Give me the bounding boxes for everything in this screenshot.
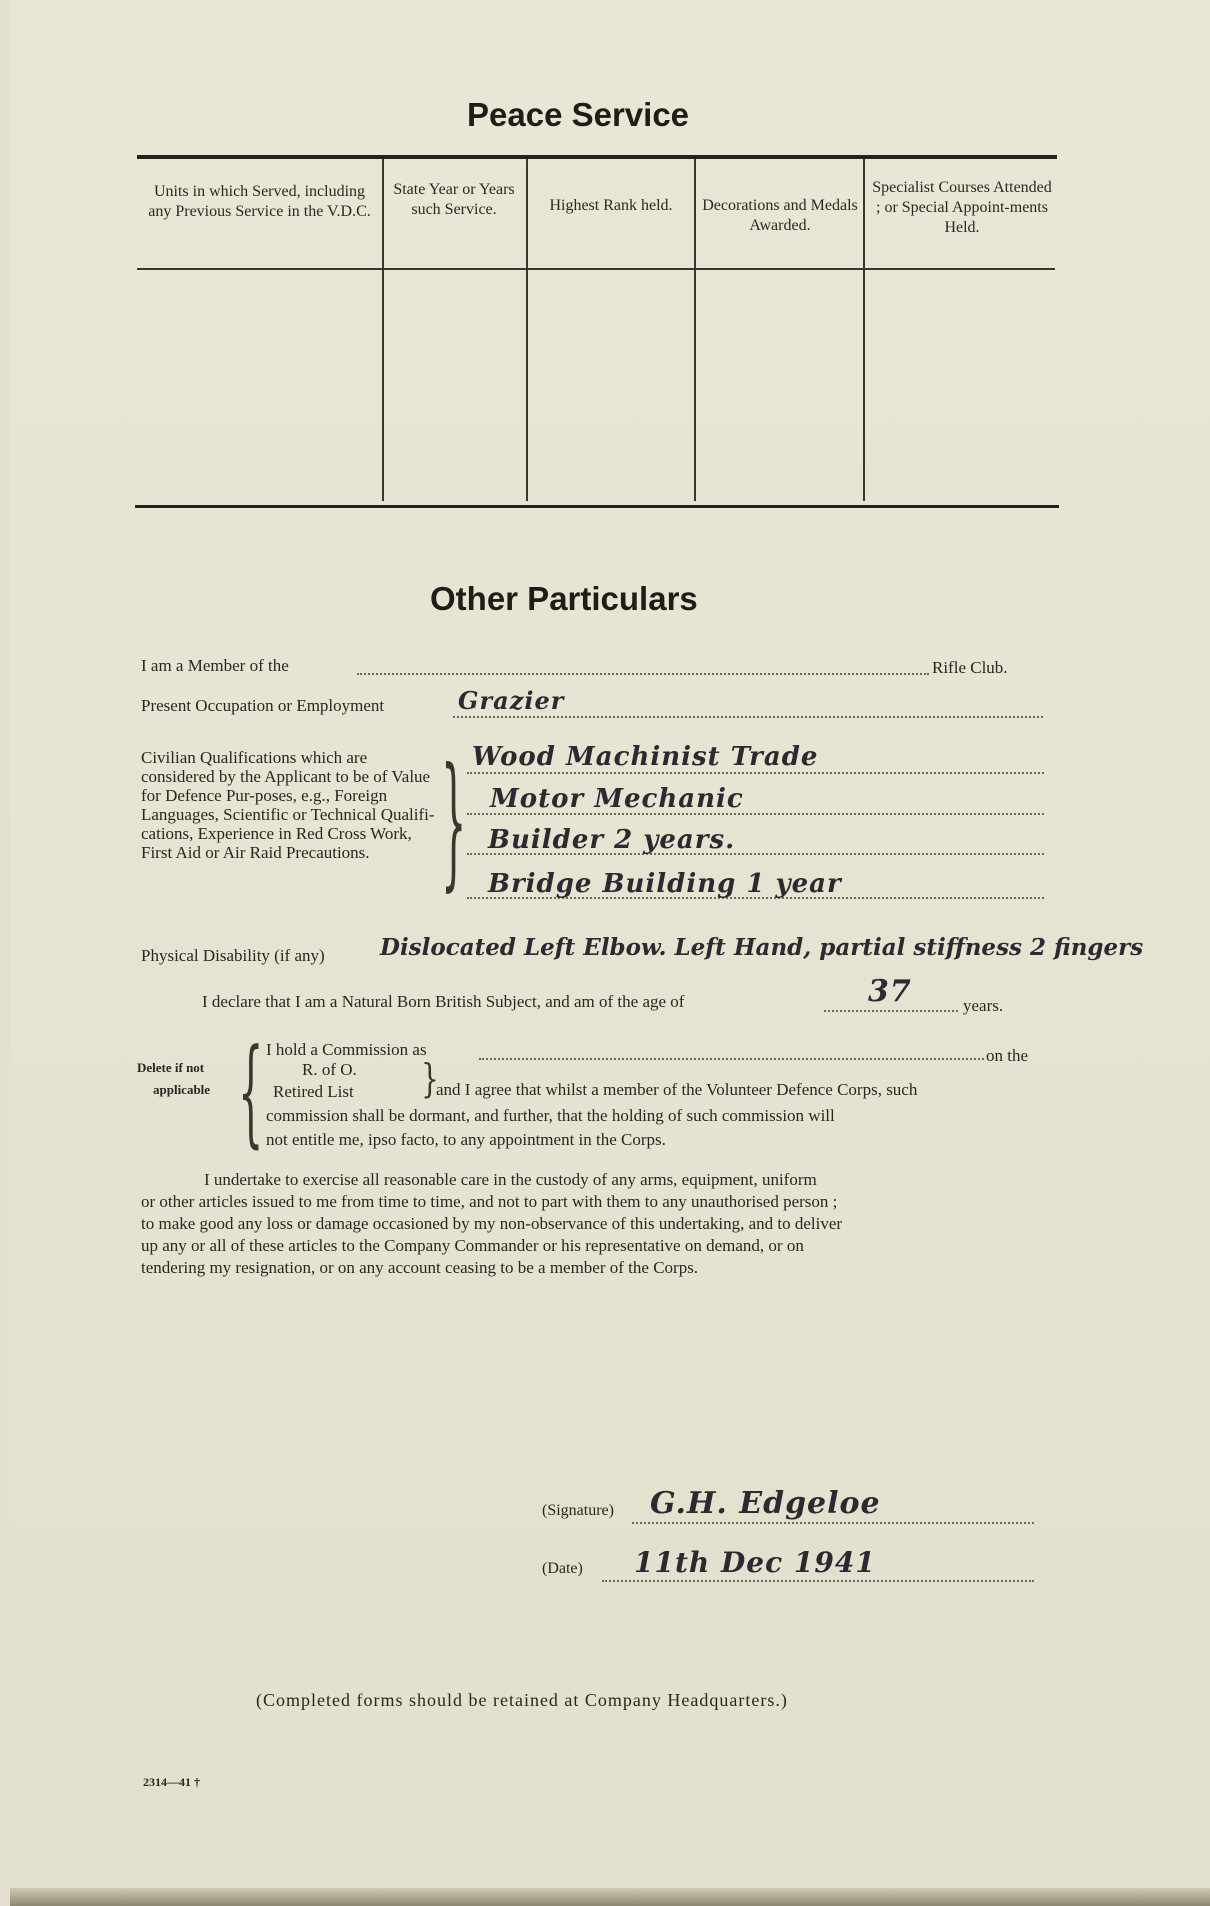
undertaking-line-3: to make good any loss or damage occasioned by my non-observance of this undertaking, and to deliver	[141, 1214, 843, 1233]
column-header-rank: Highest Rank held.	[549, 197, 673, 214]
column-header-units: Units in which Served, including any Previous Service in the V.D.C.	[148, 183, 371, 220]
qualifications-brace: }	[441, 740, 467, 907]
commission-line-3: commission shall be dormant, and further, that the holding of such commission will	[266, 1106, 835, 1125]
age-field	[824, 1010, 958, 1012]
disability-label: Physical Disability (if any)	[141, 946, 325, 965]
date-field	[602, 1580, 1034, 1582]
table-header-rule	[696, 268, 863, 270]
other-particulars-title: Other Particulars	[430, 580, 698, 617]
page-edge-shadow	[10, 1888, 1210, 1906]
table-header-rule	[137, 268, 382, 270]
occupation-label: Present Occupation or Employment	[141, 696, 385, 715]
rifle-club-label: Rifle Club.	[932, 658, 1008, 677]
document-page	[10, 0, 1210, 1906]
undertaking-line-5: tendering my resignation, or on any account ceasing to be a member of the Corps.	[141, 1258, 699, 1277]
undertaking-line-4: up any or all of these articles to the Company Commander or his representative on demand, or on	[141, 1236, 804, 1255]
signature-value: G.H. Edgeloe	[650, 1486, 881, 1521]
occupation-value: Grazier	[458, 686, 565, 715]
column-header-courses: Specialist Courses Attended ; or Special Appoint-ments Held.	[872, 179, 1052, 236]
table-header-rule	[528, 268, 694, 270]
qualifications-label: Civilian Qualifications which are considered by the Applicant to be of Value for Defence Pur-poses, e.g., Foreign Languages, Scientific or Technical Qualifi-cations, Experience in Red Cross Work, First Aid or Air Raid Precautions.	[141, 748, 435, 862]
signature-label: (Signature)	[542, 1502, 614, 1519]
declaration-text: I declare that I am a Natural Born British Subject, and am of the age of	[202, 992, 685, 1011]
qualification-line-3: Builder 2 years.	[488, 825, 736, 855]
commission-line-2: and I agree that whilst a member of the Volunteer Defence Corps, such	[436, 1080, 918, 1099]
rifle-club-field	[357, 673, 929, 675]
undertaking-line-1: I undertake to exercise all reasonable care in the custody of any arms, equipment, uniform	[204, 1170, 817, 1189]
undertaking-line-2: or other articles issued to me from time to time, and not to part with them to any unauthorised person ;	[141, 1192, 838, 1211]
table-bottom-rule	[135, 505, 1059, 508]
years-label: years.	[963, 996, 1004, 1015]
peace-service-title: Peace Service	[467, 96, 690, 133]
column-header-years: State Year or Years such Service.	[393, 181, 515, 218]
table-divider	[382, 159, 384, 501]
column-header-decorations: Decorations and Medals Awarded.	[702, 197, 858, 234]
applicable-label: applicable	[153, 1082, 211, 1097]
member-label: I am a Member of the	[141, 656, 289, 675]
form-code: 2314—41 †	[143, 1775, 200, 1789]
commission-line-1: I hold a Commission as	[266, 1040, 427, 1059]
qualification-line-4: Bridge Building 1 year	[488, 869, 842, 899]
date-label: (Date)	[542, 1560, 583, 1577]
qualification-field-1	[467, 772, 1044, 774]
table-divider	[694, 159, 696, 501]
table-divider	[863, 159, 865, 501]
table-header-rule	[865, 268, 1055, 270]
occupation-field	[453, 716, 1043, 718]
age-value: 37	[868, 974, 912, 1009]
table-top-rule	[137, 155, 1057, 159]
commission-on-the: on the	[986, 1046, 1029, 1065]
qualification-line-2: Motor Mechanic	[490, 784, 744, 814]
commission-field	[479, 1058, 984, 1060]
delete-brace: {	[238, 1027, 264, 1161]
ro-brace: }	[421, 1055, 439, 1102]
reserve-of-officers-label: R. of O.	[302, 1060, 357, 1079]
retired-list-label: Retired List	[273, 1082, 354, 1101]
table-header-rule	[384, 268, 526, 270]
table-divider	[526, 159, 528, 501]
signature-field	[632, 1522, 1034, 1524]
disability-value: Dislocated Left Elbow. Left Hand, partial stiffness 2 fingers	[380, 934, 1144, 961]
footer-note: (Completed forms should be retained at Company Headquarters.)	[256, 1690, 788, 1710]
qualification-line-1: Wood Machinist Trade	[472, 742, 819, 772]
delete-if-not-label: Delete if not	[137, 1060, 205, 1075]
commission-line-4: not entitle me, ipso facto, to any appointment in the Corps.	[266, 1130, 666, 1149]
date-value: 11th Dec 1941	[634, 1546, 876, 1579]
